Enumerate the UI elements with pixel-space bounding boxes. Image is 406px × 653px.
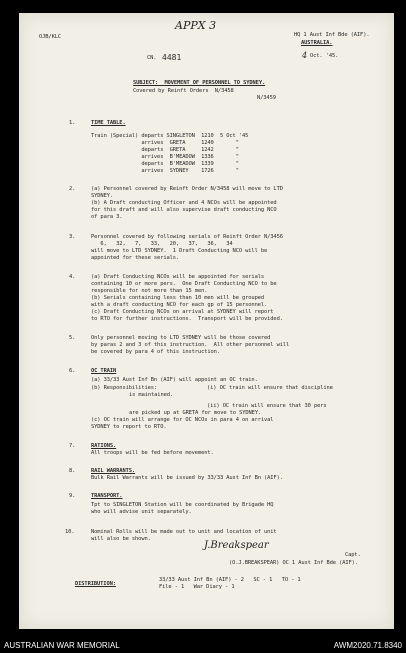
- timetable-row: arrives GRETA 1240 ": [91, 140, 239, 146]
- distribution-label: DISTRIBUTION:: [75, 581, 116, 587]
- para-2-line: (b) A Draft conducting Officer and 4 NCOs will be appointed: [91, 200, 277, 206]
- para-8-text: Bulk Rail Warrants will be issued by 33/33 Aust Inf Bn (AIF).: [91, 475, 283, 481]
- para-6-b-ii: (ii) OC train will ensure that 30 pers: [207, 403, 327, 409]
- timetable-row: arrives SYDNEY 1726 ": [91, 168, 239, 174]
- para-3-line: will move to LTD SYDNEY. 1 Draft Conducting NCO will be: [91, 248, 268, 254]
- para-7-heading: RATIONS.: [91, 443, 117, 449]
- archive-footer: [0, 631, 406, 653]
- para-7-number: 7.: [69, 443, 76, 449]
- para-6-a: (a) 33/33 Aust Inf Bn (AIF) will appoint an OC train.: [91, 377, 258, 383]
- para-6-b-ii-cont: are picked up at GRETA for move to SYDNEY.: [129, 410, 262, 416]
- para-6-b-i: (i) OC train will ensure that discipline: [207, 385, 333, 391]
- para-3-number: 3.: [69, 234, 76, 240]
- timetable-row: departs B'MEADOW 1339 ": [91, 161, 239, 167]
- date-handwritten-day: 4: [302, 51, 308, 60]
- para-7-text: All troops will be fed before movement.: [91, 450, 214, 456]
- para-6-c-cont: SYDNEY to report to RTO.: [91, 424, 167, 430]
- document-date: Oct. '45.: [310, 53, 339, 59]
- para-9-text: Tpt to SINGLETON Station will be coordinated by Brigade HQ: [91, 502, 274, 508]
- copy-number: 4481: [162, 53, 182, 62]
- para-10-text: will also be shown.: [91, 536, 151, 542]
- para-5-line: by paras 2 and 3 of this instruction. All other personnel will: [91, 342, 290, 348]
- timetable-row: departs GRETA 1242 ": [91, 147, 239, 153]
- para-3-line: Personnel covered by following serials of Reinft Order N/3456: [91, 234, 283, 240]
- copy-number-label: CN.: [147, 55, 157, 61]
- para-4-line: responsible for not more than 15 men.: [91, 288, 208, 294]
- para-4-line: (c) Draft Conducting NCOs on arrival at SYDNEY will report: [91, 309, 274, 315]
- para-10-number: 10.: [65, 529, 75, 535]
- para-4-number: 4.: [69, 274, 76, 280]
- para-4-line: to RTO for further instructions. Transport will be provided.: [91, 316, 283, 322]
- country-line: AUSTRALIA.: [301, 40, 333, 46]
- distribution-line: 33/33 Aust Inf Bn (AIF) - 2 SC - 1 TO - 1: [159, 577, 301, 583]
- para-2-line: for this draft and will also supervise draft conducting NCO: [91, 207, 277, 213]
- para-9-number: 9.: [69, 493, 76, 499]
- signature-rank: Capt.: [345, 552, 361, 558]
- para-4-line: with a draft conducting NCO for each gp of 15 personnel.: [91, 302, 268, 308]
- hq-line: HQ 1 Aust Inf Bde (AIF).: [294, 32, 370, 38]
- para-10-text: Nominal Rolls will be made out to unit and location of unit: [91, 529, 277, 535]
- para-6-b-label: (b) Responsibilities:: [91, 385, 158, 391]
- distribution-line: File - 1 War Diary - 1: [159, 584, 235, 590]
- footer-institution: AUSTRALIAN WAR MEMORIAL: [4, 641, 120, 650]
- para-3-serials: 6, 32, 7, 33, 20, 37, 36, 34: [91, 241, 233, 247]
- para-6-b-i-cont: is maintained.: [129, 392, 174, 398]
- para-2-line: SYDNEY.: [91, 193, 114, 199]
- file-reference: OJB/KLC: [39, 34, 62, 40]
- para-8-number: 8.: [69, 468, 76, 474]
- para-1-number: 1.: [69, 120, 76, 126]
- subject-line: SUBJECT: MOVEMENT OF PERSONNEL TO SYDNEY.: [133, 80, 266, 86]
- handwritten-signature: J.Breakspear: [204, 540, 269, 551]
- footer-accession-number: AWM2020.71.8340: [333, 641, 402, 650]
- para-9-heading: TRANSPORT.: [91, 493, 123, 499]
- para-9-text: who will advise unit separately.: [91, 509, 192, 515]
- signature-block: (O.J.BREAKSPEAR) OC 1 Aust Inf Bde (AIF).: [229, 560, 358, 566]
- timetable-row: arrives B'MEADOW 1336 ": [91, 154, 239, 160]
- para-6-number: 6.: [69, 368, 76, 374]
- para-2-line: of para 3.: [91, 214, 123, 220]
- para-6-c: (c) OC train will arrange for OC NCOs in para 4 on arrival: [91, 417, 274, 423]
- para-4-line: (a) Draft Conducting NCOs will be appointed for serials: [91, 274, 264, 280]
- timetable-row: Train (Special) departs SINGLETON 1210 5 Oct '45: [91, 133, 249, 139]
- subject-order-2: N/3459: [257, 95, 276, 101]
- para-6-heading: OC TRAIN: [91, 368, 117, 374]
- para-2-number: 2.: [69, 186, 76, 192]
- para-3-line: appointed for these serials.: [91, 255, 180, 261]
- appendix-handwritten: APPX 3: [175, 19, 217, 32]
- para-5-line: be covered by para 4 of this instruction.: [91, 349, 220, 355]
- subject-covered-by: Covered by Reinft Orders N/3458: [133, 88, 234, 94]
- para-4-line: containing 10 or more pers. One Draft Conducting NCO to be: [91, 281, 277, 287]
- para-4-line: (b) Serials containing less than 10 men will be grouped: [91, 295, 264, 301]
- para-8-heading: RAIL WARRANTS.: [91, 468, 136, 474]
- para-2-line: (a) Personnel covered by Reinft Order N/3458 will move to LTD: [91, 186, 283, 192]
- para-5-line: Only personnel moving to LTD SYDNEY will be those covered: [91, 335, 271, 341]
- document-page: [19, 13, 394, 629]
- para-5-number: 5.: [69, 335, 76, 341]
- para-1-heading: TIME TABLE.: [91, 120, 126, 126]
